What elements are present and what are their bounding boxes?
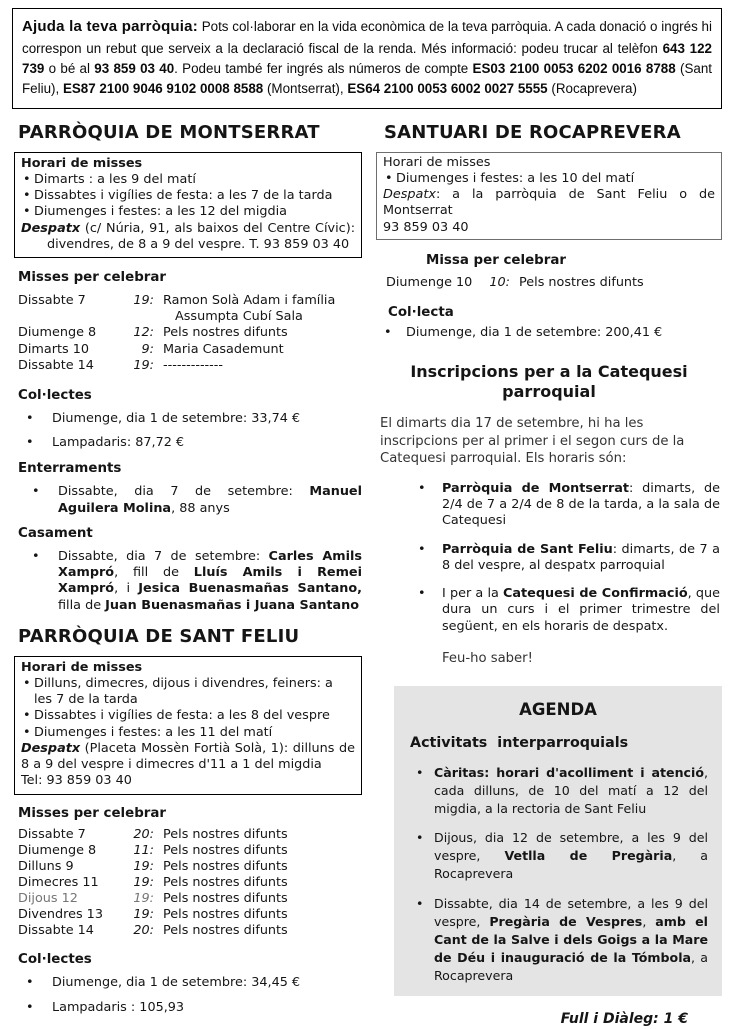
catechesis-item [418, 542, 720, 575]
donation-notice-title: Ajuda la teva parròquia: [22, 18, 198, 35]
wedding-text: , fill de [114, 565, 194, 581]
funeral-age: , 88 anys [171, 500, 230, 516]
donation-body-6: (Rocaprevera) [547, 80, 637, 96]
agenda-item [410, 829, 708, 883]
montserrat-hours-item: • Dissabtes i vigílies de festa: a les 7 de la tarda [21, 188, 355, 204]
mass-intention: Pels nostres difunts [163, 826, 288, 842]
agenda-item [410, 895, 708, 984]
agenda-item [410, 764, 708, 818]
mass-day: Diumenge 10 [386, 274, 473, 290]
mass-row [18, 907, 362, 923]
catechesis-bold: Catequesi de Confirmació [503, 586, 688, 602]
agenda-bold: Càritas: horari d'acolliment i atenció [434, 764, 704, 780]
rocaprevera-office-text: : a la parròquia de Sant Feliu o de Montserrat [383, 187, 715, 219]
mass-time [118, 309, 154, 325]
montserrat-hours-item: • Dimarts : a les 9 del matí [21, 172, 355, 188]
mass-intention: Pels nostres difunts [163, 891, 288, 907]
catechesis-title-line: Inscripcions per a la Catequesi [410, 362, 688, 382]
agenda-text: , a Rocaprevera [434, 848, 708, 882]
wedding-text: filla de [58, 597, 106, 613]
mass-intention: Pels nostres difunts [163, 842, 288, 858]
wedding-item [32, 549, 362, 614]
mass-row [18, 342, 362, 358]
montserrat-hours-heading: Horari de misses [21, 155, 143, 171]
agenda-title: AGENDA [519, 699, 597, 719]
mass-day [18, 309, 118, 325]
mass-time: 19: [133, 357, 154, 373]
agenda-text: , cada dilluns, de 10 del matí a 12 del migdia, a la rectoria de Sant Feliu [434, 764, 708, 816]
bride-parents: Juan Buenasmañas i Juana Santano [105, 597, 360, 613]
groom-parents: Lluís Amils i Remei Xampró [58, 565, 362, 597]
rocaprevera-phone: 93 859 03 40 [383, 219, 469, 235]
collection-item: • Lampadaris: 87,72 € [26, 435, 362, 451]
funerals-heading: Enterraments [18, 461, 122, 477]
phone-number-1: 643 122 739 [22, 40, 712, 76]
mass-day: Dissabte 7 [18, 826, 86, 842]
mass-time: 19: [133, 891, 154, 907]
mass-day: Diumenge 8 [18, 842, 97, 858]
wedding-heading: Casament [18, 525, 93, 541]
deceased-name: Manuel Aguilera Molina [58, 484, 362, 516]
mass-row [18, 843, 362, 859]
sant-feliu-collections-heading: Col·lectes [18, 952, 92, 968]
mass-time: 11: [133, 842, 154, 858]
catechesis-bold: Parròquia de Sant Feliu [442, 541, 613, 557]
montserrat-office-line [21, 221, 355, 254]
montserrat-title: PARRÒQUIA DE MONTSERRAT [18, 121, 320, 143]
catechesis-title-line: parroquial [502, 382, 596, 402]
sant-feliu-mass-table [12, 827, 362, 940]
mass-row [18, 859, 362, 875]
mass-intention: Pels nostres difunts [163, 858, 288, 874]
catechesis-item [418, 586, 720, 635]
collection-item: • Diumenge, dia 1 de setembre: 33,74 € [26, 411, 362, 427]
donation-notice [12, 8, 722, 109]
account-number-montserrat: ES87 2100 9046 9102 0008 8588 [62, 80, 264, 96]
mass-intention: Ramon Solà Adam i família [163, 293, 336, 309]
mass-intention: Pels nostres difunts [519, 274, 644, 290]
mass-day: Dimarts 10 [18, 341, 90, 357]
bride-name: Jesica Buenasmañas Santano, [138, 581, 363, 597]
montserrat-office-text: (c/ Núria, 91, als baixos del Centre Cívic): divendres, de 8 a 9 del vespre. T. 93 859 03 40 [47, 220, 355, 252]
mass-day: Divendres 13 [18, 907, 103, 923]
montserrat-hours-box [14, 152, 362, 259]
mass-row [18, 891, 362, 907]
catechesis-closing: Feu-ho saber! [442, 650, 533, 666]
mass-time: 12: [133, 325, 154, 341]
mass-row [18, 875, 362, 891]
mass-time: 20: [133, 826, 154, 842]
sant-feliu-office-line [21, 741, 355, 774]
right-column [376, 122, 722, 1029]
two-column-layout [12, 122, 722, 1029]
rocaprevera-office-line [383, 187, 715, 220]
mass-intention: Pels nostres difunts [163, 907, 288, 923]
account-number-sant-feliu: ES03 2100 0053 6202 0016 8788 [472, 60, 676, 76]
agenda-text: , [642, 913, 656, 929]
sant-feliu-hours-box [14, 656, 362, 795]
mass-day: Diumenge 8 [18, 325, 97, 341]
sant-feliu-office-text: (Placeta Mossèn Fortià Solà, 1): dilluns de 8 a 9 del vespre i dimecres d'11 a 1 del migdia [21, 740, 355, 773]
sant-feliu-hours-heading: Horari de misses [21, 659, 143, 675]
catechesis-intro: El dimarts dia 17 de setembre, hi ha les inscripcions per al primer i el segon curs de la Catequesi parroquial. Els horaris són: [380, 416, 685, 467]
rocaprevera-title: SANTUARI DE ROCAPREVERA [384, 121, 681, 143]
montserrat-hours-item: • Diumenges i festes: a les 12 del migdia [21, 204, 355, 220]
agenda-text: , a Rocaprevera [434, 949, 708, 983]
wedding-text: , i [114, 581, 139, 597]
phone-number-2: 93 859 03 40 [94, 60, 175, 76]
catechesis-title [388, 362, 710, 402]
mass-row [18, 827, 362, 843]
mass-time: 19: [133, 907, 154, 923]
mass-day: Dissabte 14 [18, 923, 94, 939]
rocaprevera-mass-heading: Missa per celebrar [426, 252, 567, 268]
catechesis-text: : dimarts, de 7 a 8 del vespre, al despatx parroquial [442, 541, 721, 573]
sant-feliu-phone: Tel: 93 859 03 40 [21, 773, 132, 789]
mass-intention: Pels nostres difunts [163, 875, 288, 890]
office-label: Despatx [21, 740, 81, 756]
mass-time: 19: [133, 858, 154, 874]
agenda-bold: Vetlla de Pregària [504, 848, 673, 864]
mass-time: 19: [133, 875, 154, 890]
price-note: Full i Diàleg: 1 € [560, 1011, 688, 1028]
agenda-bold: amb el Cant de la Salve i dels Goigs a la Mare de Déu i inauguració de la Tómbola [434, 913, 708, 965]
mass-row [18, 293, 362, 309]
donation-body-3: . Podeu també fer ingrés als números de compte [174, 60, 473, 76]
donation-body-5: (Montserrat), [263, 80, 348, 96]
sant-feliu-title: PARRÒQUIA DE SANT FELIU [18, 625, 300, 647]
left-column [12, 122, 362, 1029]
agenda-subtitle: Activitats interparroquials [410, 734, 629, 751]
mass-time: 20: [133, 923, 154, 939]
funeral-item [32, 484, 362, 517]
mass-row [18, 923, 362, 939]
office-label: Despatx [21, 220, 81, 236]
rocaprevera-hours-item: • Diumenges i festes: a les 10 del matí [383, 171, 715, 187]
wedding-text: Dissabte, dia 7 de setembre: [58, 548, 269, 564]
mass-time: 19: [133, 293, 154, 309]
mass-row [386, 275, 722, 291]
rocaprevera-hours-heading: Horari de misses [383, 154, 491, 170]
mass-day: Dilluns 9 [18, 858, 74, 874]
montserrat-collections-heading: Col·lectes [18, 387, 92, 403]
rocaprevera-collection-heading: Col·lecta [388, 305, 454, 321]
mass-day: Dimecres 11 [18, 875, 99, 890]
mass-day: Dissabte 7 [18, 293, 86, 309]
donation-body-4: (Sant Feliu), [22, 60, 712, 96]
account-number-rocaprevera: ES64 2100 0053 6002 0027 5555 [347, 80, 548, 96]
sant-feliu-hours-item: • Diumenges i festes: a les 11 del matí [21, 725, 355, 741]
montserrat-masses-heading: Misses per celebrar [18, 270, 167, 286]
rocaprevera-hours-box [376, 152, 722, 240]
mass-row [18, 309, 362, 325]
mass-row [18, 325, 362, 341]
mass-intention: Maria Casademunt [163, 341, 284, 357]
collection-item: • Lampadaris : 105,93 [26, 1000, 362, 1016]
catechesis-item [418, 481, 720, 530]
agenda-bold: Pregària de Vespres [489, 913, 643, 929]
montserrat-mass-table [12, 293, 362, 374]
catechesis-text: : dimarts, de 2/4 de 7 a 2/4 de 8 de la tarda, a la sala de Catequesi [442, 480, 720, 529]
sant-feliu-hours-item: • Dilluns, dimecres, dijous i divendres, feiners: a les 7 de la tarda [21, 676, 355, 709]
agenda-box [394, 686, 722, 997]
donation-body-1: Pots col·laborar en la vida econòmica de la teva parròquia. A cada donació o ingrés hi correspon un rebut que serveix a la declaració fiscal de la renda. Més informació: podeu trucar al telèfon [22, 19, 712, 56]
collection-item: • Diumenge, dia 1 de setembre: 200,41 € [384, 325, 722, 341]
mass-day: Dissabte 14 [18, 357, 94, 373]
office-label: Despatx [383, 187, 436, 203]
mass-intention: Assumpta Cubí Sala [175, 309, 303, 325]
catechesis-bold: Parròquia de Montserrat [442, 480, 630, 496]
catechesis-text: I per a la [442, 586, 504, 602]
groom-name: Carles Amils Xampró [58, 548, 362, 581]
catechesis-text: , que dura un curs i el primer trimestre del següent, en els horaris de despatx. [442, 586, 720, 634]
mass-time: 10: [489, 274, 510, 290]
mass-intention: ------------- [163, 357, 224, 373]
mass-row [18, 358, 362, 374]
mass-time: 9: [141, 341, 154, 357]
agenda-text: Dijous, dia 12 de setembre, a les 9 del vespre, [434, 830, 708, 864]
mass-intention: Pels nostres difunts [163, 923, 288, 939]
funeral-text: Dissabte, dia 7 de setembre: [58, 484, 310, 500]
mass-day: Dijous 12 [18, 891, 78, 907]
agenda-text: Dissabte, dia 14 de setembre, a les 9 del vespre, [434, 896, 708, 929]
sant-feliu-masses-heading: Misses per celebrar [18, 805, 167, 821]
mass-intention: Pels nostres difunts [163, 325, 288, 341]
collection-item: • Diumenge, dia 1 de setembre: 34,45 € [26, 975, 362, 991]
donation-body-2: o bé al [44, 60, 95, 76]
sant-feliu-hours-item: • Dissabtes i vigílies de festa: a les 8 del vespre [21, 708, 355, 724]
